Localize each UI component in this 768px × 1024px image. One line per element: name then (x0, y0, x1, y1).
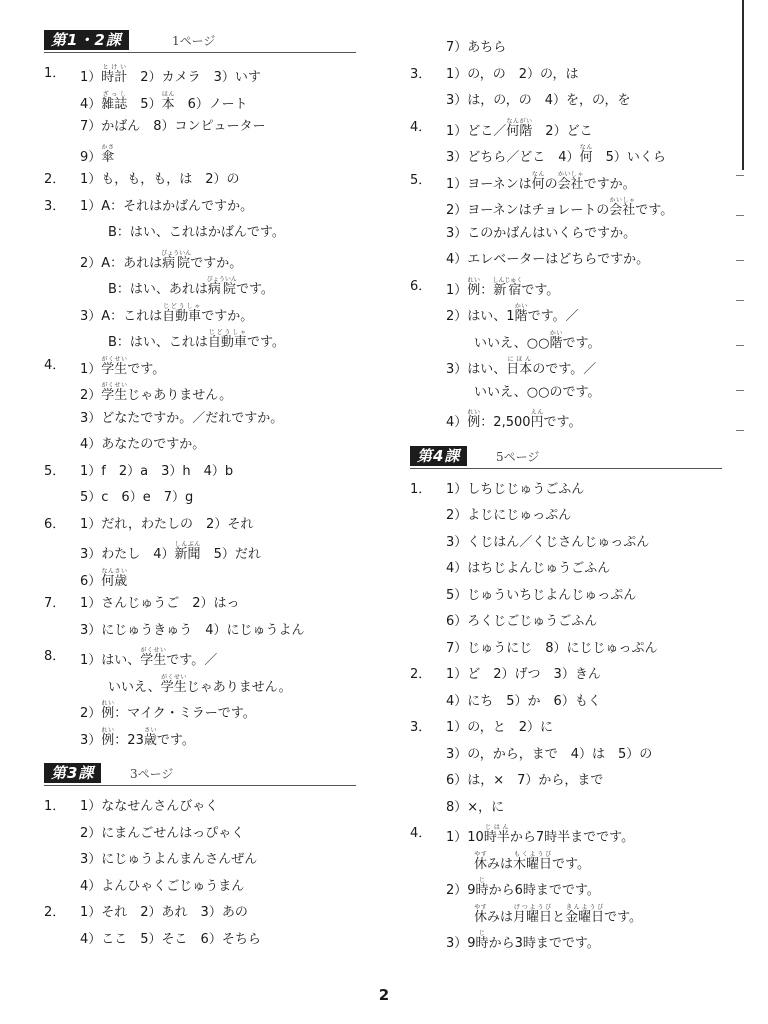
scan-edge-mark (742, 0, 744, 170)
answer-text: B：はい、あれは病院びょういんです。 (108, 276, 274, 297)
answer-text: 1）時計とけい 2）カメラ 3）いす (80, 64, 261, 85)
answer-line (410, 250, 740, 270)
question-number: 4． (410, 119, 432, 135)
answer-line (44, 91, 374, 111)
scan-mark (736, 175, 744, 176)
answer-text: 2）学生がくせいじゃありません。 (80, 382, 233, 403)
question-number: 5． (44, 463, 66, 479)
answer-line (44, 170, 374, 190)
answer-line (44, 223, 374, 243)
furigana-word: 例れい (467, 276, 481, 298)
answer-line (410, 904, 740, 924)
answer-line (410, 356, 740, 376)
lesson-badge: 第1・2課 (44, 30, 129, 50)
answer-line (410, 91, 740, 111)
answer-text: 1）A：それはかばんですか。 (80, 198, 254, 214)
answer-line (410, 409, 740, 429)
answer-text: 1）f 2）a 3）h 4）b (80, 463, 234, 479)
furigana-word: 学生がくせい (101, 382, 128, 403)
furigana-word: 歳さい (143, 726, 157, 748)
lesson-badge: 第4課 (410, 446, 467, 466)
answer-line (44, 303, 374, 323)
furigana-word: 階かい (514, 303, 528, 324)
answer-text: いいえ、○○のです。 (474, 384, 601, 400)
furigana-word: 例れい (101, 700, 115, 721)
answer-line (410, 665, 740, 685)
page-reference: 1ページ (172, 34, 216, 48)
answer-text: 1）それ 2）あれ 3）あの (80, 905, 248, 920)
question-number: 6． (44, 516, 66, 532)
furigana-word: 本ほん (161, 90, 175, 112)
answer-line (44, 250, 374, 270)
answer-text: 5）じゅういちじよんじゅっぷん (446, 587, 637, 603)
answer-line (410, 118, 740, 138)
answer-line (44, 197, 374, 217)
scan-mark (736, 215, 744, 216)
answer-line (44, 541, 374, 561)
answer-text: 1）ど 2）げつ 3）きん (446, 667, 601, 682)
answer-line (410, 277, 740, 297)
furigana-word: 月曜日げつようび (513, 903, 553, 925)
answer-text: 3）は，の，の 4）を，の，を (446, 93, 631, 108)
answer-text: 2）よじにじゅっぷん (446, 508, 572, 523)
question-number: 3． (44, 198, 66, 214)
answer-line (410, 586, 740, 606)
furigana-word: 例れい (467, 409, 481, 430)
scan-mark (736, 390, 744, 391)
furigana-word: 木曜日もくようび (513, 850, 553, 872)
answer-line (44, 824, 374, 844)
answer-text: 9）傘かさ (80, 143, 115, 165)
question-number: 8． (44, 649, 66, 664)
answer-line (410, 506, 740, 526)
furigana-word: 金曜日きんようび (565, 903, 605, 925)
answer-text: 3）例れい：23歳さいです。 (80, 726, 195, 748)
scan-mark (736, 300, 744, 301)
furigana-word: 自動車じどうしゃ (162, 302, 202, 324)
question-number: 1． (410, 481, 432, 497)
scan-mark (736, 345, 744, 346)
answer-text: 1）も，も，も，は 2）の (80, 172, 240, 187)
answer-text: いいえ、○○階かいです。 (474, 329, 601, 351)
answer-line (410, 559, 740, 579)
answer-line (410, 745, 740, 765)
furigana-word: 学生がくせい (101, 355, 128, 377)
answer-text: 4）はちじよんじゅうごふん (446, 561, 611, 576)
answer-line (44, 462, 374, 482)
answer-text: いいえ、学生がくせいじゃありません。 (108, 673, 292, 695)
furigana-word: 雑誌ざっし (101, 90, 128, 112)
answer-text: 6）ろくじごじゅうごふん (446, 614, 598, 629)
answer-text: 1）だれ，わたしの 2）それ (80, 516, 254, 532)
answer-text: 3）このかばんはいくらですか。 (446, 225, 637, 241)
answer-line (44, 727, 374, 747)
answer-text: 3）にじゅうよんまんさんぜん (80, 852, 258, 867)
answer-text: 7）かばん 8）コンピューター (80, 119, 266, 134)
furigana-word: 日本にほん (506, 356, 533, 377)
question-number: 5． (410, 172, 432, 188)
furigana-word: 何歳なんさい (101, 567, 128, 589)
answer-line (410, 692, 740, 712)
answer-line (410, 877, 740, 897)
question-number: 6． (410, 278, 432, 294)
answer-text: 1）10時半じはんから7時半までです。 (446, 824, 635, 845)
answer-text: 3）A：これは自動車じどうしゃですか。 (80, 302, 254, 324)
answer-line (410, 612, 740, 632)
answer-text: 6）何歳なんさい (80, 567, 128, 589)
furigana-word: 休やす (474, 903, 488, 925)
answer-text: 7）あちら (446, 40, 507, 55)
answer-line (410, 639, 740, 659)
answer-line (44, 850, 374, 870)
answer-line (410, 851, 740, 871)
answer-text: 1）しちじじゅうごふん (446, 481, 585, 497)
answer-line (44, 930, 374, 950)
answer-line (410, 533, 740, 553)
answer-text: B：はい、これは自動車じどうしゃです。 (108, 329, 285, 350)
answer-text: 3）どなたですか。／だれですか。 (80, 410, 284, 426)
furigana-word: 何なん (531, 170, 545, 192)
answer-line (410, 171, 740, 191)
furigana-word: 時じ (475, 930, 489, 951)
answer-text: 1）の，と 2）に (446, 720, 554, 735)
answer-line (410, 330, 740, 350)
answer-text: 2）A：あれは病院びょういんですか。 (80, 249, 243, 271)
furigana-word: 学生がくせい (160, 673, 187, 695)
question-number: 3． (410, 66, 432, 82)
answer-line (44, 594, 374, 614)
answer-text: 3）わたし 4）新聞しんぶん 5）だれ (80, 541, 261, 562)
section-header (44, 763, 356, 786)
answer-text: 1）はい、学生がくせいです。／ (80, 647, 218, 668)
answer-line (410, 65, 740, 85)
question-number: 2． (44, 172, 66, 187)
furigana-word: 時じ (475, 877, 489, 898)
answer-text: 2）9時じから6時までです。 (446, 877, 600, 898)
answer-line (44, 647, 374, 667)
question-number: 1． (44, 66, 66, 81)
furigana-word: 何なん (579, 144, 593, 165)
question-number: 7． (44, 596, 66, 611)
answer-line (44, 356, 374, 376)
answer-line (44, 276, 374, 296)
furigana-word: 階かい (549, 329, 563, 351)
furigana-word: 新聞しんぶん (174, 541, 201, 562)
page-reference: 5ページ (496, 449, 540, 464)
answer-text: 1）さんじゅうご 2）はっ (80, 596, 240, 611)
answer-line (410, 224, 740, 244)
answer-text: 3）9時じから3時までです。 (446, 930, 600, 951)
answer-line (44, 64, 374, 84)
answer-text: 3）の，から，まで 4）は 5）の (446, 746, 653, 762)
answer-line (44, 700, 374, 720)
answer-line (410, 718, 740, 738)
section-header (410, 446, 722, 469)
answer-line (44, 515, 374, 535)
answer-line (410, 771, 740, 791)
answer-text: 2）にまんごせんはっぴゃく (80, 825, 245, 841)
furigana-word: 病院びょういん (161, 249, 192, 271)
furigana-word: 病院びょういん (206, 276, 237, 297)
answer-line (44, 117, 374, 137)
answer-line (44, 382, 374, 402)
answer-text: 2）例れい：マイク・ミラーです。 (80, 700, 256, 721)
section-header (44, 30, 356, 53)
page-reference: 3ページ (130, 767, 174, 781)
furigana-word: 何階なんがい (506, 117, 533, 139)
answer-text: 1）の，の 2）の，は (446, 66, 579, 82)
answer-text: 4）ここ 5）そこ 6）そちら (80, 931, 261, 947)
answer-text: 7）じゅうにじ 8）にじじゅっぷん (446, 640, 658, 656)
answer-line (44, 674, 374, 694)
answer-line (44, 877, 374, 897)
furigana-word: 時半じはん (483, 824, 510, 845)
answer-text: 5）c 6）e 7）g (80, 490, 194, 505)
question-number: 2． (44, 905, 66, 920)
answer-text: 4）例れい：2,500円えんです。 (446, 409, 582, 430)
furigana-word: 会社かいしゃ (557, 170, 584, 192)
answer-text: 1）学生がくせいです。 (80, 355, 166, 377)
answer-line (410, 824, 740, 844)
furigana-word: 休やす (474, 850, 488, 872)
answer-line (44, 903, 374, 923)
furigana-word: 例れい (101, 726, 115, 748)
answer-text: B：はい、これはかばんです。 (108, 225, 285, 240)
answer-line (410, 480, 740, 500)
answer-line (410, 303, 740, 323)
answer-line (44, 329, 374, 349)
answer-line (410, 930, 740, 950)
answer-text: 3）はい、日本にほんのです。／ (446, 356, 597, 377)
lesson-badge: 第3課 (44, 763, 101, 783)
question-number: 3． (410, 720, 432, 735)
answer-text: 1）どこ／何階なんがい 2）どこ (446, 117, 593, 139)
scan-mark (736, 430, 744, 431)
answer-text: 4）エレベーターはどちらですか。 (446, 252, 650, 267)
answer-text: 6）は，× 7）から，まで (446, 773, 604, 788)
answer-line (44, 488, 374, 508)
furigana-word: 傘かさ (101, 143, 115, 165)
answer-text: 3）にじゅうきゅう 4）にじゅうよん (80, 622, 305, 638)
question-number: 1． (44, 799, 66, 814)
furigana-word: 学生がくせい (140, 647, 167, 668)
answer-text: 4）よんひゃくごじゅうまん (80, 878, 245, 894)
answer-text: 2）はい、1階かいです。／ (446, 303, 579, 324)
answer-text: 4）あなたのですか。 (80, 437, 206, 452)
furigana-word: 新宿しんじゅく (492, 276, 523, 298)
answer-text: 休やすみは木曜日もくようびです。 (474, 850, 591, 872)
answer-text: 8）×，に (446, 799, 505, 815)
answer-text: 3）どちら／どこ 4）何なん 5）いくら (446, 144, 666, 165)
answer-text: 1）例れい：新宿しんじゅくです。 (446, 276, 560, 298)
page-number: 2 (378, 986, 390, 1004)
answer-line (44, 568, 374, 588)
answer-text: 2）ヨーネンはチョレートの会社かいしゃです。 (446, 197, 674, 218)
answer-line (44, 621, 374, 641)
answer-text: 4）にち 5）か 6）もく (446, 693, 601, 709)
answer-text: 休やすみは月曜日げつようびと金曜日きんようびです。 (474, 903, 643, 925)
scan-mark (736, 260, 744, 261)
answer-text: 4）雑誌ざっし 5）本ほん 6）ノート (80, 90, 248, 112)
answer-line (44, 435, 374, 455)
answer-line (410, 144, 740, 164)
furigana-word: 円えん (530, 409, 544, 430)
answer-line (410, 38, 740, 58)
answer-line (44, 409, 374, 429)
furigana-word: 時計とけい (101, 64, 128, 85)
answer-text: 1）ヨーネンは何なんの会社かいしゃですか。 (446, 170, 636, 192)
answer-text: 1）ななせんさんびゃく (80, 799, 219, 814)
question-number: 2． (410, 667, 432, 682)
furigana-word: 会社かいしゃ (609, 197, 636, 218)
answer-line (410, 197, 740, 217)
question-number: 4． (410, 826, 432, 841)
answer-text: 3）くじはん／くじさんじゅっぷん (446, 534, 650, 550)
answer-line (44, 797, 374, 817)
answer-line (410, 798, 740, 818)
answer-line (44, 144, 374, 164)
answer-line (410, 383, 740, 403)
furigana-word: 自動車じどうしゃ (207, 329, 247, 350)
question-number: 4． (44, 357, 66, 373)
